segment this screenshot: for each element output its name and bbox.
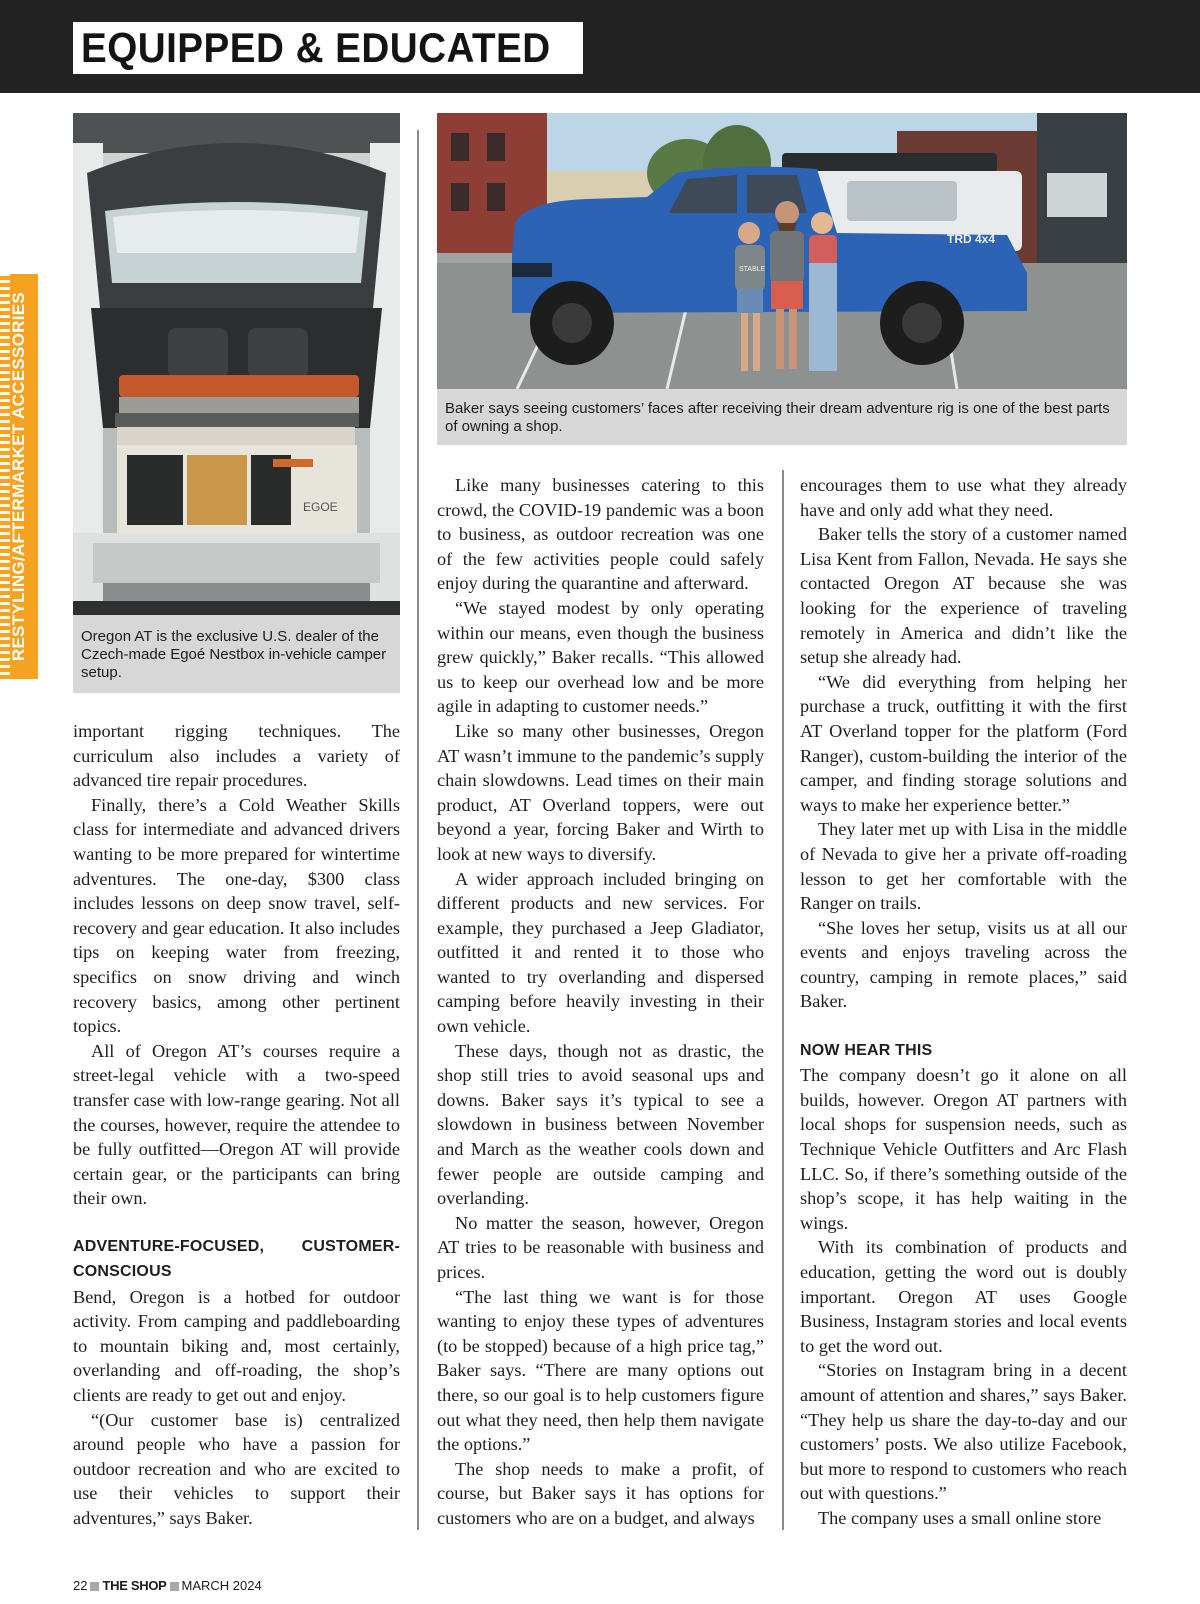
section-title-box [73,22,583,74]
footer-square-icon [90,1582,99,1591]
column-3 [800,473,1127,1531]
caption-right-photo [437,389,1127,445]
section-heading: NOW HEAR THIS [800,1041,933,1059]
photo-truck-customers [437,113,1127,389]
paragraph: Baker tells the story of a customer named Lisa Kent from Fallon, Nevada. He says she contacted Oregon AT because she was looking for the experience of traveling remotely in America and didn’t like the setup she already had. [800,524,1127,668]
column-rule-1 [417,130,419,1530]
egoe-logo: EGOE [303,500,338,514]
paragraph: important rigging techniques. The curriculum also includes a variety of advanced tire repair procedures. [73,721,400,791]
paragraph: The shop needs to make a profit, of course, but Baker says it has options for customers who are on a budget, and always [437,1458,764,1528]
magazine-name: THE SHOP [102,1578,167,1593]
paragraph: No matter the season, however, Oregon AT tries to be reasonable with business and prices. [437,1212,764,1282]
paragraph: A wider approach included bringing on different products and new services. For example, they purchased a Jeep Gladiator, outfitted it and rented it to those who wanted to try overlanding and dispersed camping before heavily investing in their own vehicle. [437,868,764,1037]
paragraph: “She loves her setup, visits us at all our events and enjoys traveling across the country, camping in remote places,” said Baker. [800,917,1127,1012]
paragraph: The company doesn’t go it alone on all builds, however. Oregon AT partners with local shops for suspension needs, such as Technique Vehicle Outfitters and Arc Flash LLC. So, if there’s something outside of the shop’s scope, it has help waiting in the wings. [800,1065,1127,1233]
page-footer [73,1578,262,1593]
paragraph: “Stories on Instagram bring in a decent amount of attention and shares,” says Baker. “They help us share the day-to-day and our customers’ posts. We also utilize Facebook, but more to respond to customers who reach out with questions.” [800,1360,1127,1504]
paragraph: Bend, Oregon is a hotbed for outdoor activity. From camping and paddleboarding to mountain biking and, most certainly, overlanding and off-roading, the shop’s clients are ready to get out and enjoy. [73,1286,400,1406]
section-heading: ADVENTURE-FOCUSED, CUSTOMER-CONSCIOUS [73,1238,400,1281]
paragraph: Like so many other businesses, Oregon AT wasn’t immune to the pandemic’s supply chain slowdowns. Lead times on their main product, AT Overland toppers, were out beyond a year, forcing Baker and Wirth to look at new ways to diversify. [437,720,764,864]
paragraph: Finally, there’s a Cold Weather Skills class for intermediate and advanced drivers wanting to be more prepared for wintertime adventures. The one-day, $300 class includes lessons on deep snow travel, self-recovery and gear education. It also includes tips on keeping water from freezing, specifics on snow driving and winch recovery basics, among other pertinent topics. [73,794,400,1037]
shirt-text: STABLE [739,266,766,273]
photo-egoe-nestbox [73,113,400,615]
truck-customers-image [437,113,1127,389]
issue-date: MARCH 2024 [181,1578,262,1593]
side-tab-label: RESTYLING/AFTERMARKET ACCESSORIES [9,291,28,662]
paragraph: All of Oregon AT’s courses require a street-legal vehicle with a two-speed transfer case with low-range gearing. Not all the courses, however, require the attendee to be fully outfitted—Oregon AT will provide certain gear, or the participants can bring their own. [73,1040,400,1209]
section-title: EQUIPPED & EDUCATED [81,24,551,71]
paragraph: encourages them to use what they already have and only add what they need. [800,475,1127,520]
footer-square-icon [170,1582,179,1591]
column-rule-2 [782,470,784,1530]
column-1 [73,719,400,1531]
paragraph: “We stayed modest by only operating within our means, even though the business grew quickly,” Baker recalls. “This allowed us to keep our overhead low and be more agile in adapting to customer needs.” [437,597,764,717]
paragraph: “(Our customer base is) centralized around people who have a passion for outdoor recreation and who are excited to use their vehicles to support their adventures,” says Baker. [73,1409,400,1528]
paragraph: “We did everything from helping her purchase a truck, outfitting it with the first AT Overland topper for the platform (Ford Ranger), custom-building the interior of the camper, and finding storage solutions and ways to make her experience better.” [800,671,1127,815]
caption-left-photo [73,615,400,693]
egoe-nestbox-image [73,113,400,615]
page-number: 22 [73,1578,88,1593]
side-tab-label-wrap [0,274,38,679]
caption-left-text: Oregon AT is the exclusive U.S. dealer of the Czech-made Egoé Nestbox in-vehicle camper setup. [81,628,387,681]
paragraph: “The last thing we want is for those wanting to enjoy these types of adventures (to be stopped) because of a high price tag,” Baker says. “There are many options out there, so our goal is to help customers figure out what they need, then help them navigate the options.” [437,1286,764,1455]
column-2 [437,473,764,1531]
truck-badge: TRD 4x4 [947,232,996,246]
paragraph: With its combination of products and education, getting the word out is doubly important. Oregon AT uses Google Business, Instagram stories and local events to get the word out. [800,1237,1127,1356]
paragraph: The company uses a small online store [818,1507,1102,1528]
paragraph: They later met up with Lisa in the middle of Nevada to give her a private off-roading lesson to get her comfortable with the Ranger on trails. [800,819,1127,914]
caption-right-text: Baker says seeing customers’ faces after receiving their dream adventure rig is one of the best parts of owning a shop. [445,400,1110,435]
paragraph: Like many businesses catering to this crowd, the COVID-19 pandemic was a boon to business, as outdoor recreation was one of the few activities people could safely enjoy during the quarantine and afterward. [437,475,764,594]
paragraph: These days, though not as drastic, the shop still tries to avoid seasonal ups and downs. Baker says it’s typical to see a slowdown in business between November and March as the weather cools down and fewer people are outside camping and overlanding. [437,1040,764,1209]
